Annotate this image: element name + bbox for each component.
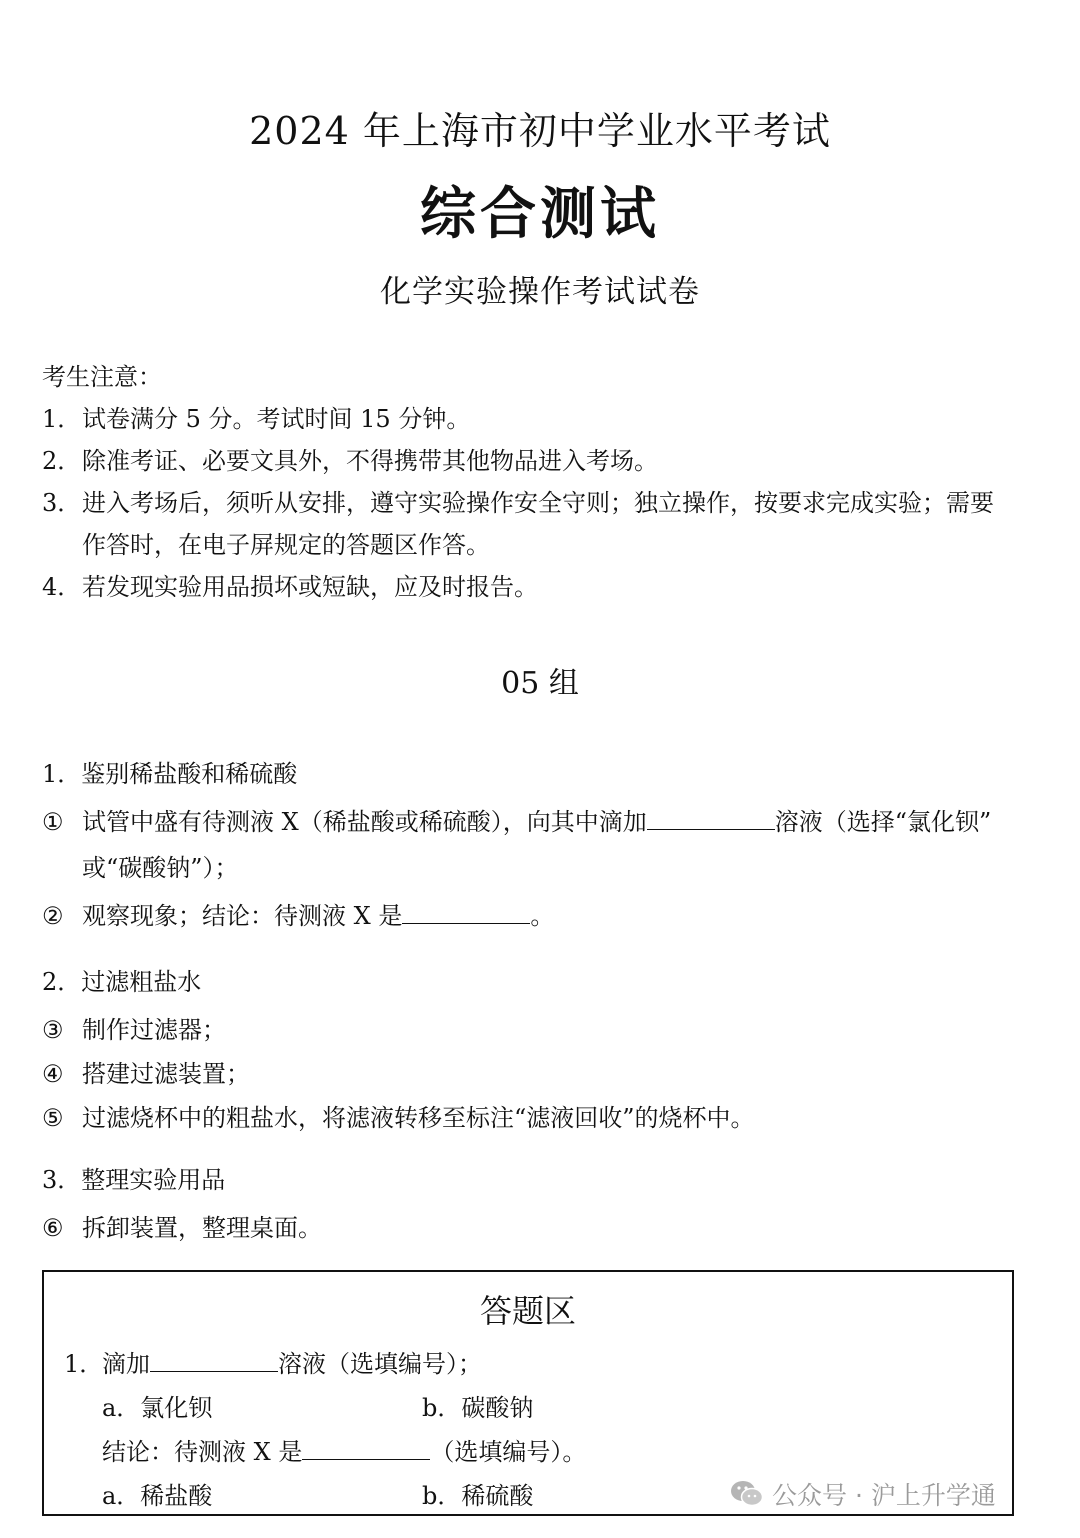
step-text: 过滤烧杯中的粗盐水，将滤液转移至标注“滤液回收”的烧杯中。 <box>82 1104 755 1132</box>
answer-line-2 <box>102 1432 586 1467</box>
notice-item <box>42 440 1052 482</box>
step-marker: ⑤ <box>42 1104 64 1132</box>
answer-number: 1． <box>64 1350 104 1378</box>
watermark <box>730 1476 996 1514</box>
answer-text: 结论：待测液 X 是 <box>102 1438 303 1466</box>
step-marker: ⑥ <box>42 1214 64 1242</box>
step-marker: ③ <box>42 1016 64 1044</box>
step-marker: ① <box>42 808 64 836</box>
question-3-heading: 3．整理实验用品 <box>42 1166 226 1194</box>
notice-item-text: 除准考证、必要文具外，不得携带其他物品进入考场。 <box>82 447 658 475</box>
step-2 <box>42 896 1052 931</box>
step-4 <box>42 1054 1052 1089</box>
answer-option[interactable]: b．稀硫酸 <box>422 1482 534 1510</box>
notice-item-text: 进入考场后，须听从安排，遵守实验操作安全守则；独立操作，按要求完成实验；需要 <box>82 489 994 517</box>
paper-name: 化学实验操作考试试卷 <box>380 274 700 310</box>
step-6 <box>42 1208 1052 1243</box>
notice-item-continuation: 作答时，在电子屏规定的答题区作答。 <box>82 531 490 559</box>
answer-text: 溶液（选填编号）； <box>278 1350 482 1378</box>
step-1-continuation: 或“碳酸钠”）； <box>82 854 239 882</box>
step-text: 。 <box>530 902 555 930</box>
fill-blank <box>402 901 530 924</box>
fill-blank <box>647 807 775 830</box>
step-text: 观察现象；结论：待测液 X 是 <box>82 902 403 930</box>
watermark-text: 公众号 · 沪上升学通 <box>772 1481 996 1510</box>
step-text: 搭建过滤装置； <box>82 1060 250 1088</box>
notice-item-number: 1． <box>42 405 82 433</box>
notice-heading: 考生注意： <box>42 363 162 391</box>
notice-item-number: 2． <box>42 447 82 475</box>
exam-subtitle: 综合测试 <box>420 182 660 247</box>
answer-text: 滴加 <box>102 1350 150 1378</box>
step-text: 溶液（选择“氯化钡” <box>774 808 992 836</box>
notice-item-text: 若发现实验用品损坏或短缺，应及时报告。 <box>82 573 538 601</box>
wechat-icon <box>730 1480 764 1514</box>
question-2-heading: 2．过滤粗盐水 <box>42 968 202 996</box>
answer-line-1 <box>64 1344 482 1379</box>
step-text: 拆卸装置，整理桌面。 <box>82 1214 322 1242</box>
notice-item-number: 3． <box>42 489 82 517</box>
answer-text: （选填编号）。 <box>430 1438 587 1466</box>
step-text: 试管中盛有待测液 X（稀盐酸或稀硫酸），向其中滴加 <box>82 808 647 836</box>
notice-item <box>42 482 1052 524</box>
answer-option[interactable]: b．碳酸钠 <box>422 1394 534 1422</box>
question-1-heading: 1．鉴别稀盐酸和稀硫酸 <box>42 760 298 788</box>
step-marker: ② <box>42 902 64 930</box>
notice-item <box>42 566 1052 608</box>
candidate-notice <box>42 356 1052 608</box>
answer-blank-1[interactable] <box>150 1349 278 1372</box>
step-text: 制作过滤器； <box>82 1016 226 1044</box>
step-3 <box>42 1010 1052 1045</box>
step-marker: ④ <box>42 1060 64 1088</box>
exam-title: 2024 年上海市初中学业水平考试 <box>249 109 831 153</box>
notice-item-text: 试卷满分 5 分。考试时间 15 分钟。 <box>82 405 471 433</box>
notice-item-number: 4． <box>42 573 82 601</box>
step-1 <box>42 802 1052 837</box>
answer-option[interactable]: a．氯化钡 <box>102 1394 213 1422</box>
group-label: 05 组 <box>501 666 579 701</box>
answer-area-title: 答题区 <box>479 1292 576 1330</box>
answer-option[interactable]: a．稀盐酸 <box>102 1482 213 1510</box>
step-5 <box>42 1098 1052 1133</box>
answer-blank-2[interactable] <box>302 1437 430 1460</box>
notice-item <box>42 398 1052 440</box>
